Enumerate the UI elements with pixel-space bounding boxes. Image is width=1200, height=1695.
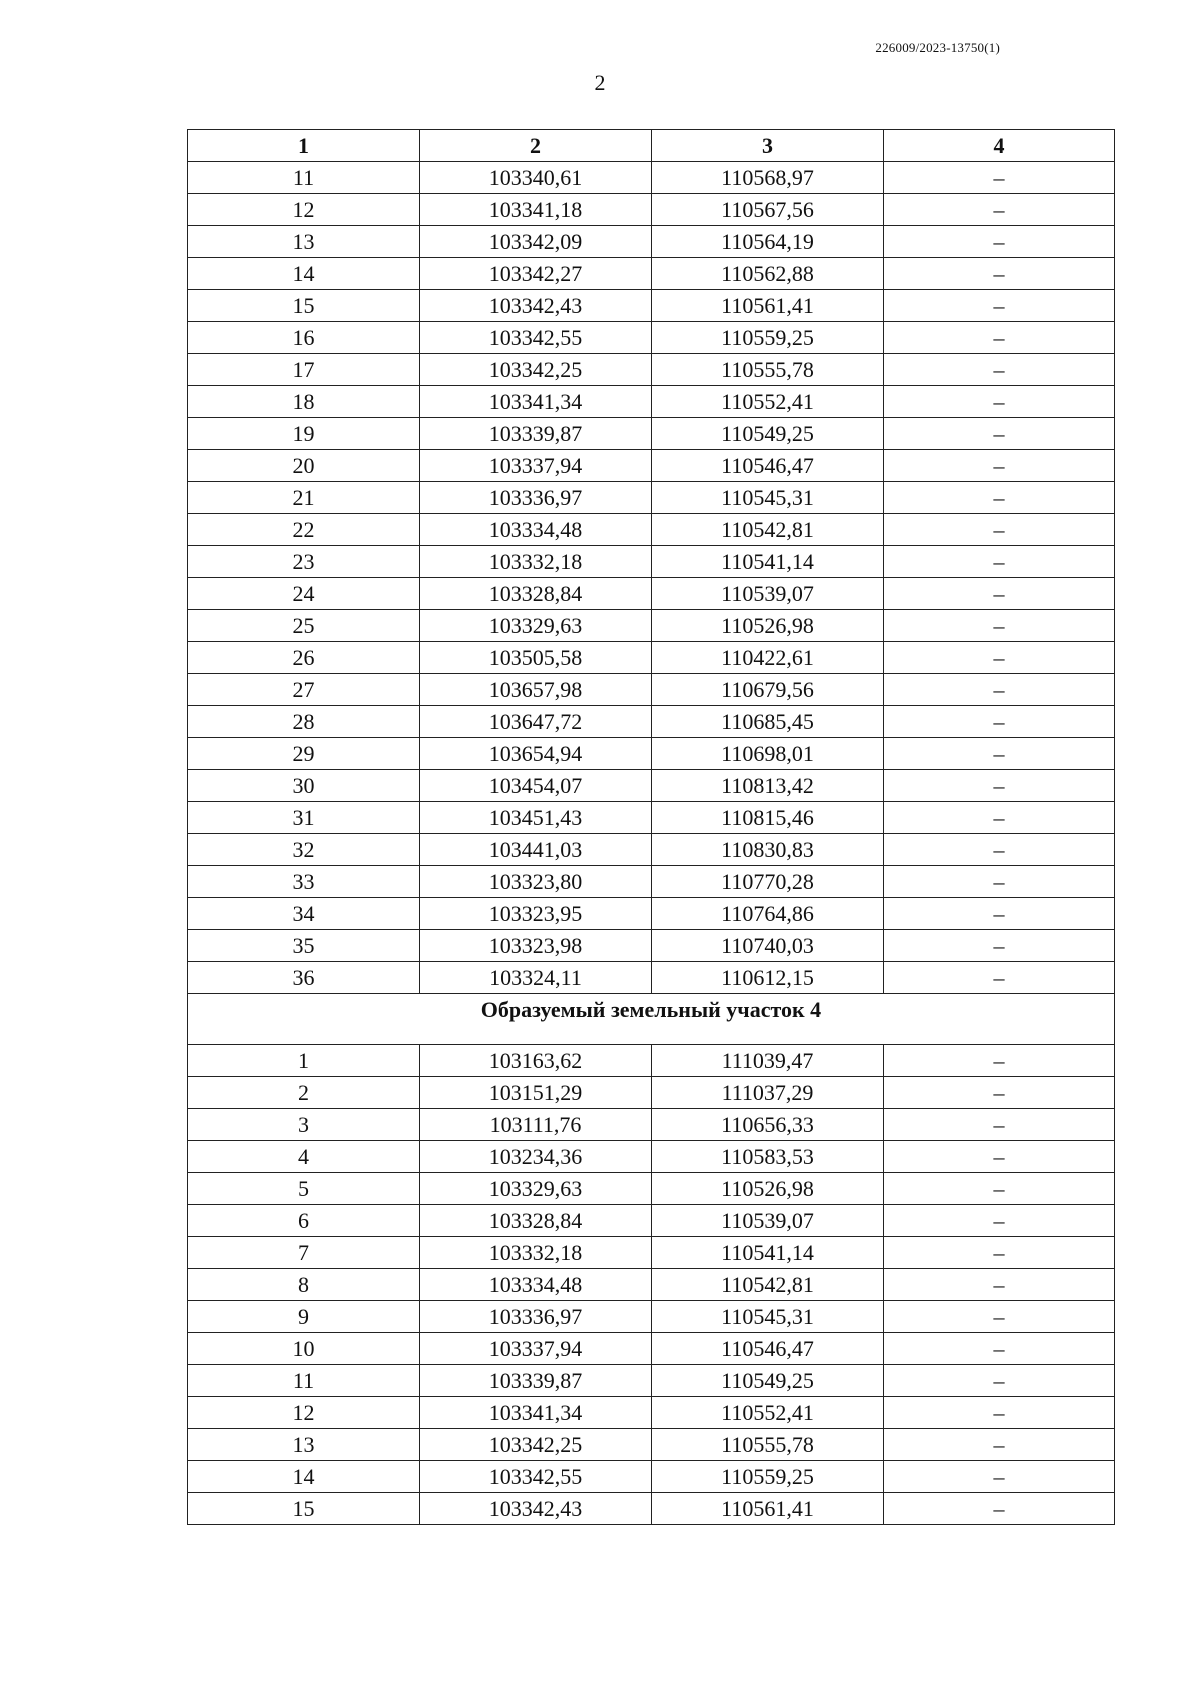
table-cell: 110526,98 xyxy=(652,610,884,642)
section-row xyxy=(188,994,1115,1045)
table-cell: 103151,29 xyxy=(420,1077,652,1109)
table-cell: 110555,78 xyxy=(652,1429,884,1461)
table-cell: 110561,41 xyxy=(652,1493,884,1525)
table-row xyxy=(188,1301,1115,1333)
table-cell: – xyxy=(884,1237,1115,1269)
table-cell: 111037,29 xyxy=(652,1077,884,1109)
table-cell: 103451,43 xyxy=(420,802,652,834)
table-cell: – xyxy=(884,1141,1115,1173)
table-cell: 28 xyxy=(188,706,420,738)
table-row xyxy=(188,674,1115,706)
table-row xyxy=(188,1141,1115,1173)
table-row xyxy=(188,258,1115,290)
table-row xyxy=(188,1109,1115,1141)
table-cell: 110541,14 xyxy=(652,1237,884,1269)
table-cell: 34 xyxy=(188,898,420,930)
table-cell: 103342,09 xyxy=(420,226,652,258)
column-header: 1 xyxy=(188,130,420,162)
table-cell: 110552,41 xyxy=(652,386,884,418)
table-cell: – xyxy=(884,898,1115,930)
table-cell: 17 xyxy=(188,354,420,386)
table-cell: 14 xyxy=(188,258,420,290)
column-header: 4 xyxy=(884,130,1115,162)
table-cell: – xyxy=(884,162,1115,194)
table-cell: 103654,94 xyxy=(420,738,652,770)
table-cell: 103341,34 xyxy=(420,1397,652,1429)
table-cell: 110546,47 xyxy=(652,450,884,482)
table-cell: 13 xyxy=(188,226,420,258)
table-cell: 103342,55 xyxy=(420,322,652,354)
table-cell: 12 xyxy=(188,194,420,226)
table-cell: – xyxy=(884,354,1115,386)
table-row xyxy=(188,578,1115,610)
table-cell: 26 xyxy=(188,642,420,674)
table-cell: 103337,94 xyxy=(420,450,652,482)
table-cell: – xyxy=(884,1173,1115,1205)
table-cell: – xyxy=(884,962,1115,994)
table-cell: 25 xyxy=(188,610,420,642)
table-cell: 103342,25 xyxy=(420,354,652,386)
table-cell: – xyxy=(884,578,1115,610)
table-cell: – xyxy=(884,322,1115,354)
table-cell: – xyxy=(884,930,1115,962)
page-number: 2 xyxy=(594,70,606,95)
table-cell: 103332,18 xyxy=(420,546,652,578)
table-cell: – xyxy=(884,834,1115,866)
table-cell: – xyxy=(884,1493,1115,1525)
table-row xyxy=(188,418,1115,450)
table-row xyxy=(188,322,1115,354)
table-cell: 110815,46 xyxy=(652,802,884,834)
table-cell: 1 xyxy=(188,1045,420,1077)
table-cell: – xyxy=(884,514,1115,546)
table-cell: 110562,88 xyxy=(652,258,884,290)
table-cell: – xyxy=(884,770,1115,802)
table-cell: 7 xyxy=(188,1237,420,1269)
table-row xyxy=(188,226,1115,258)
table-cell: – xyxy=(884,1301,1115,1333)
table-cell: – xyxy=(884,706,1115,738)
table-cell: 27 xyxy=(188,674,420,706)
table-row xyxy=(188,1461,1115,1493)
table-row xyxy=(188,866,1115,898)
table-cell: 103163,62 xyxy=(420,1045,652,1077)
table-cell: 110740,03 xyxy=(652,930,884,962)
table-row xyxy=(188,290,1115,322)
table-cell: – xyxy=(884,738,1115,770)
table-cell: 103340,61 xyxy=(420,162,652,194)
table-cell: 110542,81 xyxy=(652,514,884,546)
table-cell: 103324,11 xyxy=(420,962,652,994)
table-row xyxy=(188,482,1115,514)
table-cell: – xyxy=(884,258,1115,290)
table-cell: – xyxy=(884,418,1115,450)
table-cell: 110422,61 xyxy=(652,642,884,674)
table-cell: 103341,34 xyxy=(420,386,652,418)
table-cell: – xyxy=(884,450,1115,482)
table-cell: 19 xyxy=(188,418,420,450)
table-cell: 103334,48 xyxy=(420,1269,652,1301)
table-cell: – xyxy=(884,1109,1115,1141)
table-cell: – xyxy=(884,194,1115,226)
table-cell: 110698,01 xyxy=(652,738,884,770)
table-cell: 103657,98 xyxy=(420,674,652,706)
table-cell: 103505,58 xyxy=(420,642,652,674)
table-row xyxy=(188,642,1115,674)
table-cell: 31 xyxy=(188,802,420,834)
table-cell: – xyxy=(884,674,1115,706)
table-body-part2 xyxy=(188,1045,1115,1525)
table-row xyxy=(188,1173,1115,1205)
table-row xyxy=(188,1237,1115,1269)
table-cell: 6 xyxy=(188,1205,420,1237)
table-cell: – xyxy=(884,1429,1115,1461)
table-cell: – xyxy=(884,546,1115,578)
table-cell: 30 xyxy=(188,770,420,802)
table-cell: – xyxy=(884,1077,1115,1109)
table-cell: – xyxy=(884,1269,1115,1301)
table-cell: 20 xyxy=(188,450,420,482)
table-row xyxy=(188,1077,1115,1109)
table-cell: 11 xyxy=(188,162,420,194)
table-cell: 5 xyxy=(188,1173,420,1205)
table-cell: 103234,36 xyxy=(420,1141,652,1173)
table-cell: 110539,07 xyxy=(652,1205,884,1237)
table-cell: – xyxy=(884,1461,1115,1493)
table-cell: 110545,31 xyxy=(652,482,884,514)
table-cell: 110541,14 xyxy=(652,546,884,578)
table-cell: 15 xyxy=(188,290,420,322)
table-row xyxy=(188,610,1115,642)
table-row xyxy=(188,514,1115,546)
table-cell: 103342,25 xyxy=(420,1429,652,1461)
table-cell: 103342,55 xyxy=(420,1461,652,1493)
column-header: 3 xyxy=(652,130,884,162)
table-cell: 103342,27 xyxy=(420,258,652,290)
table-cell: 22 xyxy=(188,514,420,546)
table-row xyxy=(188,1045,1115,1077)
table-cell: 32 xyxy=(188,834,420,866)
table-row xyxy=(188,1269,1115,1301)
table-cell: 103329,63 xyxy=(420,610,652,642)
table-row xyxy=(188,770,1115,802)
table-cell: – xyxy=(884,642,1115,674)
table-cell: 103334,48 xyxy=(420,514,652,546)
table-row xyxy=(188,706,1115,738)
table-cell: 110542,81 xyxy=(652,1269,884,1301)
table-cell: 33 xyxy=(188,866,420,898)
table-cell: 110567,56 xyxy=(652,194,884,226)
table-cell: 110764,86 xyxy=(652,898,884,930)
table-cell: 29 xyxy=(188,738,420,770)
header-row xyxy=(188,130,1115,162)
coordinates-table xyxy=(187,129,1115,1525)
table-row xyxy=(188,834,1115,866)
table-cell: 103342,43 xyxy=(420,290,652,322)
table-cell: 103441,03 xyxy=(420,834,652,866)
section-title: Образуемый земельный участок 4 xyxy=(188,994,1115,1045)
table-cell: – xyxy=(884,226,1115,258)
table-cell: 103339,87 xyxy=(420,1365,652,1397)
table-cell: 110679,56 xyxy=(652,674,884,706)
table-body-part1 xyxy=(188,162,1115,994)
section-body xyxy=(188,994,1115,1045)
table-cell: 110813,42 xyxy=(652,770,884,802)
table-cell: – xyxy=(884,1205,1115,1237)
table-cell: 110552,41 xyxy=(652,1397,884,1429)
table-cell: – xyxy=(884,386,1115,418)
table-cell: – xyxy=(884,866,1115,898)
column-header: 2 xyxy=(420,130,652,162)
table-cell: 103323,95 xyxy=(420,898,652,930)
table-row xyxy=(188,898,1115,930)
table-cell: 103339,87 xyxy=(420,418,652,450)
table-row xyxy=(188,546,1115,578)
table-cell: 110583,53 xyxy=(652,1141,884,1173)
table-cell: 21 xyxy=(188,482,420,514)
table-cell: 110564,19 xyxy=(652,226,884,258)
table-cell: 103454,07 xyxy=(420,770,652,802)
table-cell: 4 xyxy=(188,1141,420,1173)
table-cell: – xyxy=(884,290,1115,322)
table-cell: 110830,83 xyxy=(652,834,884,866)
table-cell: 18 xyxy=(188,386,420,418)
table-cell: 103337,94 xyxy=(420,1333,652,1365)
table-cell: 111039,47 xyxy=(652,1045,884,1077)
table-cell: 10 xyxy=(188,1333,420,1365)
table-row xyxy=(188,1493,1115,1525)
table-row xyxy=(188,930,1115,962)
table-row xyxy=(188,194,1115,226)
table-cell: 110612,15 xyxy=(652,962,884,994)
table-cell: 35 xyxy=(188,930,420,962)
document-number: 226009/2023-13750(1) xyxy=(875,40,1000,55)
table-cell: 23 xyxy=(188,546,420,578)
table-cell: 103328,84 xyxy=(420,1205,652,1237)
table-cell: – xyxy=(884,802,1115,834)
table-cell: 11 xyxy=(188,1365,420,1397)
table-row xyxy=(188,962,1115,994)
table-row xyxy=(188,1365,1115,1397)
table-row xyxy=(188,1333,1115,1365)
table-cell: 110549,25 xyxy=(652,1365,884,1397)
table-cell: 103341,18 xyxy=(420,194,652,226)
table-cell: 15 xyxy=(188,1493,420,1525)
table-cell: 8 xyxy=(188,1269,420,1301)
table-cell: 2 xyxy=(188,1077,420,1109)
table-cell: 103342,43 xyxy=(420,1493,652,1525)
table-cell: 103336,97 xyxy=(420,1301,652,1333)
table-row xyxy=(188,802,1115,834)
table-cell: 110526,98 xyxy=(652,1173,884,1205)
table-cell: 110546,47 xyxy=(652,1333,884,1365)
table-cell: 12 xyxy=(188,1397,420,1429)
table-row xyxy=(188,738,1115,770)
table-cell: 110685,45 xyxy=(652,706,884,738)
table-cell: 110559,25 xyxy=(652,1461,884,1493)
table-cell: – xyxy=(884,482,1115,514)
table-cell: 110561,41 xyxy=(652,290,884,322)
table-cell: – xyxy=(884,610,1115,642)
table-row xyxy=(188,450,1115,482)
table-cell: 103111,76 xyxy=(420,1109,652,1141)
table-cell: 36 xyxy=(188,962,420,994)
table-cell: 103332,18 xyxy=(420,1237,652,1269)
table-cell: 110770,28 xyxy=(652,866,884,898)
table-row xyxy=(188,1397,1115,1429)
table-cell: 103336,97 xyxy=(420,482,652,514)
table-cell: 110656,33 xyxy=(652,1109,884,1141)
table-cell: 24 xyxy=(188,578,420,610)
table-cell: 103323,80 xyxy=(420,866,652,898)
table-cell: 103328,84 xyxy=(420,578,652,610)
table-cell: – xyxy=(884,1365,1115,1397)
table-cell: 9 xyxy=(188,1301,420,1333)
table-cell: – xyxy=(884,1397,1115,1429)
table-cell: 3 xyxy=(188,1109,420,1141)
table-cell: – xyxy=(884,1333,1115,1365)
table-cell: 103323,98 xyxy=(420,930,652,962)
table-cell: 110555,78 xyxy=(652,354,884,386)
table-cell: 110549,25 xyxy=(652,418,884,450)
table-cell: 110559,25 xyxy=(652,322,884,354)
table-row xyxy=(188,354,1115,386)
table-row xyxy=(188,162,1115,194)
table-row xyxy=(188,1205,1115,1237)
table-row xyxy=(188,1429,1115,1461)
table-cell: 103329,63 xyxy=(420,1173,652,1205)
table-cell: 16 xyxy=(188,322,420,354)
table-cell: 110539,07 xyxy=(652,578,884,610)
table-cell: 13 xyxy=(188,1429,420,1461)
table-cell: 110545,31 xyxy=(652,1301,884,1333)
table-cell: 110568,97 xyxy=(652,162,884,194)
table-cell: 14 xyxy=(188,1461,420,1493)
table-cell: – xyxy=(884,1045,1115,1077)
table-cell: 103647,72 xyxy=(420,706,652,738)
table-row xyxy=(188,386,1115,418)
